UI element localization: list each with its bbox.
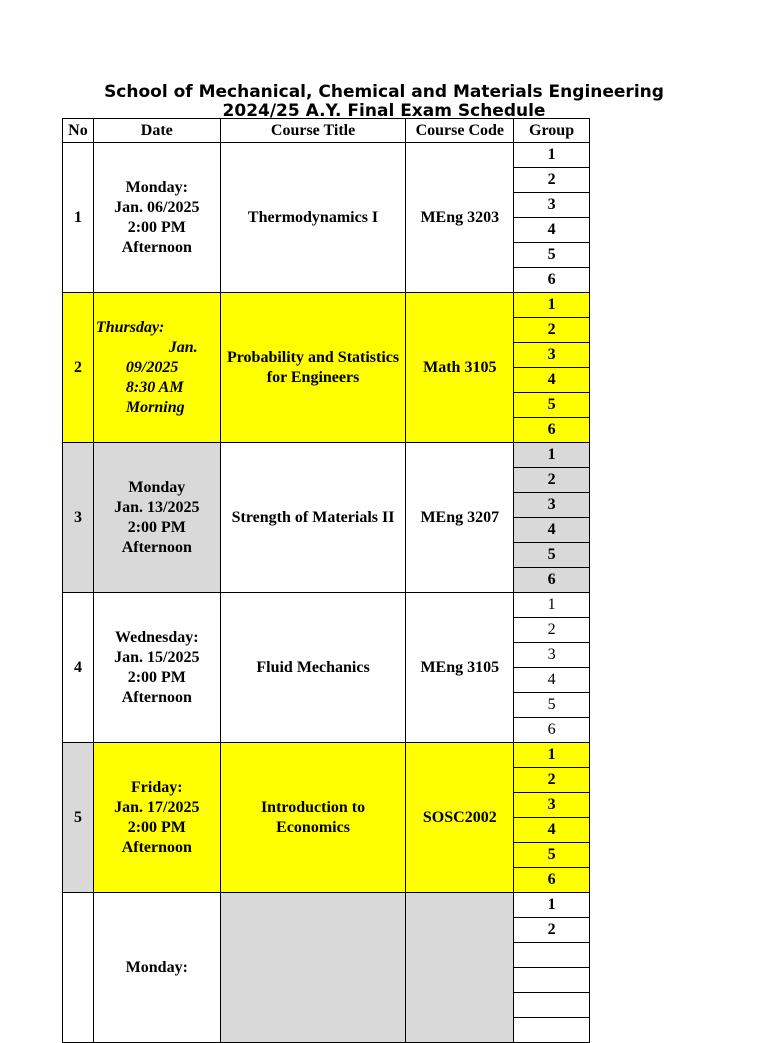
group-cell: 5 [514,393,590,418]
date-time: 8:30 AM [125,378,184,396]
row-course-code [406,893,514,1043]
table-row [63,743,590,768]
table-row [63,293,590,318]
date-day: Thursday: [95,318,165,336]
group-cell: 3 [514,643,590,668]
group-cell: 1 [514,143,590,168]
row-no [63,893,94,1043]
group-cell: 1 [514,893,590,918]
row-date [93,593,220,743]
date-month: Jan. [168,338,198,356]
table-row [63,893,590,918]
group-cell: 1 [514,593,590,618]
header-school-title: School of Mechanical, Chemical and Materials Engineering [104,82,664,102]
row-course-title: Introduction to Economics [220,743,406,893]
group-cell: 1 [514,293,590,318]
group-cell: 6 [514,718,590,743]
group-cell: 2 [514,318,590,343]
group-cell [514,968,590,993]
group-cell [514,943,590,968]
group-cell: 3 [514,343,590,368]
group-cell: 5 [514,693,590,718]
group-cell: 2 [514,768,590,793]
group-cell: 3 [514,493,590,518]
date-session: Morning [125,398,185,416]
date-time: 2:00 PM [127,518,186,536]
table-row [63,443,590,468]
row-course-title: Strength of Materials II [220,443,406,593]
group-cell [514,1018,590,1043]
row-date [93,143,220,293]
group-cell: 4 [514,818,590,843]
date-session: Afternoon [121,688,192,706]
group-cell [514,993,590,1018]
group-cell: 6 [514,268,590,293]
group-cell: 2 [514,618,590,643]
group-cell: 3 [514,793,590,818]
row-course-title: Probability and Statistics for Engineers [220,293,406,443]
group-cell: 2 [514,168,590,193]
group-cell: 6 [514,418,590,443]
group-cell: 6 [514,868,590,893]
date-session: Afternoon [121,238,192,256]
row-date [93,443,220,593]
date-day: Wednesday: [115,628,199,646]
date-value: Jan. 17/2025 [114,798,200,816]
date-day: Monday: [125,958,188,976]
table-row [63,143,590,168]
col-header-course-code: Course Code [406,119,514,143]
table-header-row [63,119,590,143]
col-header-course-title: Course Title [220,119,406,143]
date-session: Afternoon [121,538,192,556]
row-course-code: MEng 3207 [406,443,514,593]
row-no: 4 [63,593,94,743]
date-day: Monday [128,478,186,496]
group-cell: 4 [514,218,590,243]
col-header-date: Date [93,119,220,143]
row-course-code: Math 3105 [406,293,514,443]
group-cell: 5 [514,243,590,268]
row-course-code: MEng 3105 [406,593,514,743]
group-cell: 4 [514,518,590,543]
row-course-title: Thermodynamics I [220,143,406,293]
col-header-no: No [63,119,94,143]
date-value: Jan. 13/2025 [114,498,200,516]
group-cell: 2 [514,918,590,943]
row-course-title: Fluid Mechanics [220,593,406,743]
date-value: Jan. 15/2025 [114,648,200,666]
date-time: 2:00 PM [127,668,186,686]
group-cell: 5 [514,843,590,868]
row-date [93,743,220,893]
row-course-code: SOSC2002 [406,743,514,893]
date-time: 2:00 PM [127,218,186,236]
row-date [93,293,220,443]
row-no: 2 [63,293,94,443]
date-day: Friday: [131,778,183,796]
group-cell: 1 [514,443,590,468]
group-cell: 2 [514,468,590,493]
row-course-title [220,893,406,1043]
date-day: Monday: [125,178,188,196]
date-session: Afternoon [121,838,192,856]
header-academic-year: 2024/25 A.Y. Final Exam Schedule [222,101,546,121]
group-cell: 3 [514,193,590,218]
group-cell: 6 [514,568,590,593]
group-cell: 5 [514,543,590,568]
group-cell: 1 [514,743,590,768]
row-date [93,893,220,1043]
row-course-code: MEng 3203 [406,143,514,293]
row-no: 5 [63,743,94,893]
row-no: 3 [63,443,94,593]
table-row [63,593,590,618]
row-no: 1 [63,143,94,293]
group-cell: 4 [514,368,590,393]
date-time: 2:00 PM [127,818,186,836]
date-value: 09/2025 [125,358,179,376]
group-cell: 4 [514,668,590,693]
date-value: Jan. 06/2025 [114,198,200,216]
col-header-group: Group [514,119,590,143]
exam-schedule-table [62,118,590,1043]
